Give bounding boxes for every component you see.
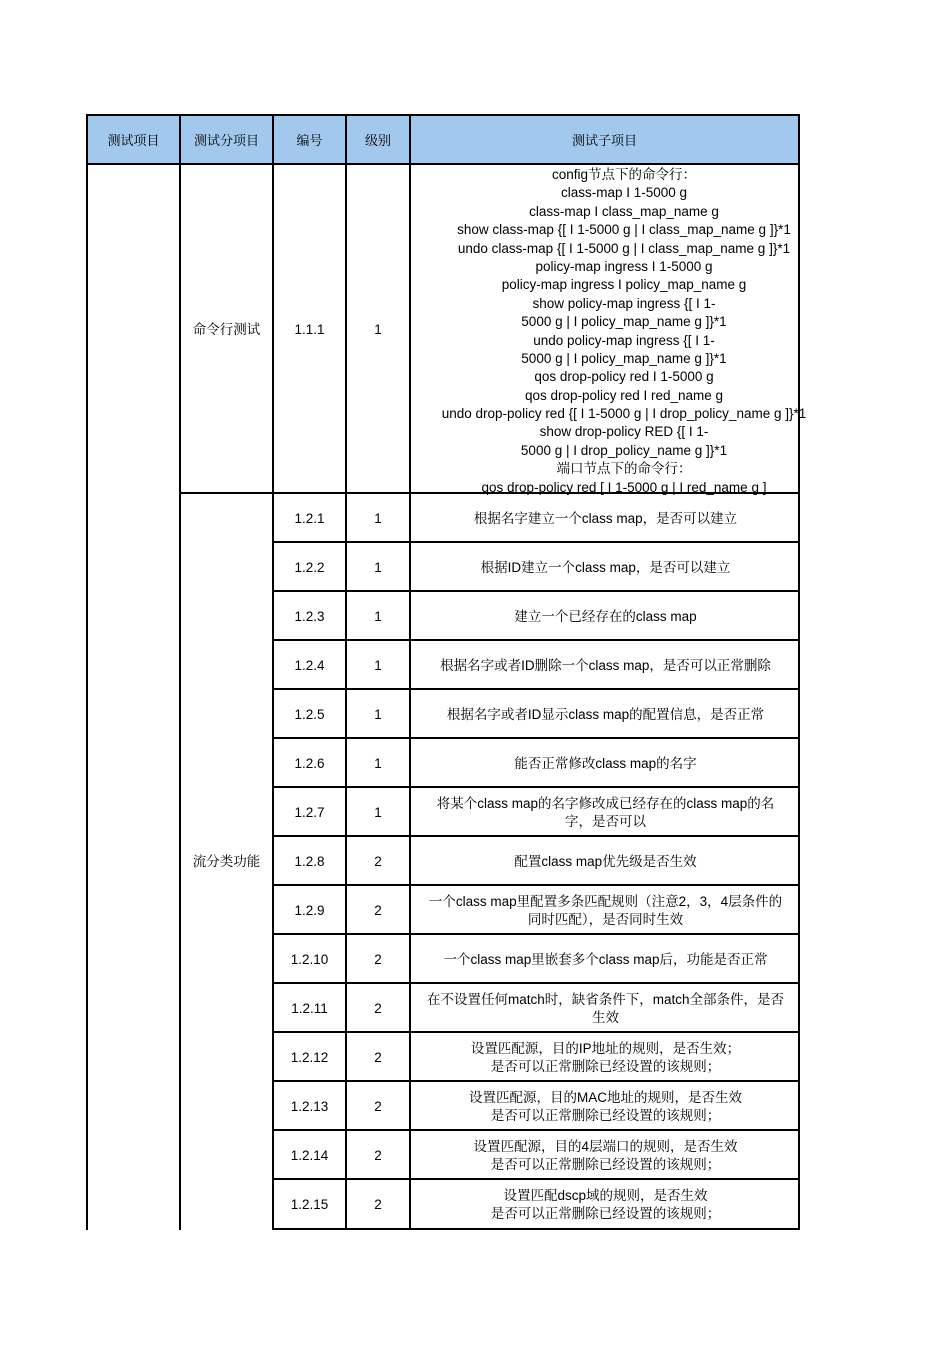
command-list (409, 166, 839, 496)
row-description-line: 根据名字建立一个class map，是否可以建立 (473, 510, 738, 526)
row-id: 1.2.11 (291, 1000, 328, 1016)
row-id: 1.2.5 (294, 706, 325, 722)
header-test-sub-item: 测试子项目 (409, 114, 800, 165)
row-description-line: 是否可以正常删除已经设置的该规则； (490, 1156, 721, 1172)
row-description-line: 设置匹配源，目的MAC地址的规则，是否生效 (469, 1089, 742, 1105)
command-line: show class-map {[ I 1-5000 g | I class_map_name g ]}*1 (457, 222, 791, 238)
row-description (411, 1033, 800, 1082)
command-line: qos drop-policy red I red_name g (524, 387, 724, 403)
row-description (411, 984, 800, 1033)
row-description-line: 字，是否可以 (565, 813, 646, 829)
row-description (411, 494, 800, 543)
header-test-subitem: 测试分项目 (179, 114, 274, 165)
command-line: config节点下的命令行： (551, 167, 697, 182)
row-level: 2 (374, 853, 382, 869)
row-description-line: 一个class map里嵌套多个class map后，功能是否正常 (443, 951, 768, 967)
row-id: 1.2.10 (290, 951, 329, 967)
row-id: 1.2.6 (294, 755, 325, 771)
header-test-item: 测试项目 (86, 114, 181, 165)
command-line: 5000 g | I drop_policy_name g ]}*1 (520, 442, 728, 458)
row-description-line: 配置class map优先级是否生效 (514, 853, 697, 869)
command-line: show drop-policy RED {[ I 1- (539, 424, 709, 440)
row-description (411, 739, 800, 788)
command-line: 5000 g | I policy_map_name g ]}*1 (521, 350, 727, 366)
row-description (411, 543, 800, 592)
subitem-command-line-test: 命令行测试 (192, 321, 261, 337)
subitem-flow-classification-label: 流分类功能 (192, 854, 261, 869)
row-description-line: 建立一个已经存在的class map (514, 608, 697, 624)
row-description (411, 592, 800, 641)
command-line: undo policy-map ingress {[ I 1- (533, 332, 715, 348)
command-line: policy-map ingress I policy_map_name g (501, 277, 747, 293)
row-id: 1.2.3 (294, 608, 325, 624)
row-id: 1.2.4 (294, 657, 325, 673)
row-id: 1.2.13 (290, 1098, 329, 1114)
row-description-line: 将某个class map的名字修改成已经存在的class map的名 (436, 795, 775, 811)
row-description (411, 837, 800, 886)
row-description-line: 设置匹配dscp域的规则，是否生效 (503, 1187, 708, 1203)
row-description (411, 1131, 800, 1180)
row-description-line: 能否正常修改class map的名字 (514, 755, 697, 771)
command-line: 端口节点下的命令行： (556, 461, 692, 477)
command-line: class-map I class_map_name g (529, 203, 719, 219)
row-level: 2 (374, 1000, 382, 1016)
row-description-line: 在不设置任何match时，缺省条件下，match全部条件，是否 (426, 991, 785, 1007)
header-level: 级别 (345, 114, 411, 165)
row-description-line: 根据ID建立一个class map，是否可以建立 (480, 559, 731, 575)
row-level: 1 (374, 804, 382, 820)
row-level: 2 (374, 1098, 382, 1114)
row-description-line: 是否可以正常删除已经设置的该规则； (490, 1107, 721, 1123)
command-line: show policy-map ingress {[ I 1- (532, 295, 716, 311)
row-description-line: 一个class map里配置多条匹配规则（注意2，3，4层条件的 (428, 893, 783, 909)
row-description (411, 1180, 800, 1229)
command-line: 5000 g | I policy_map_name g ]}*1 (521, 314, 727, 330)
command-line: undo class-map {[ I 1-5000 g | I class_map_name g ]}*1 (457, 240, 791, 256)
row-id: 1.2.9 (294, 902, 325, 918)
header-number: 编号 (272, 114, 347, 165)
row-description-line: 是否可以正常删除已经设置的该规则； (490, 1058, 721, 1074)
row-id: 1.2.1 (294, 510, 325, 526)
row-description-line: 生效 (592, 1009, 619, 1025)
row-id: 1.2.14 (290, 1147, 329, 1163)
row-1-1-1-level: 1 (374, 321, 382, 337)
command-line: undo drop-policy red {[ I 1-5000 g | I drop_policy_name g ]}*1 (441, 406, 807, 422)
command-line: policy-map ingress I 1-5000 g (535, 258, 713, 274)
command-line: class-map I 1-5000 g (560, 185, 688, 201)
row-level: 2 (374, 1147, 382, 1163)
command-line: qos drop-policy red [ I 1-5000 g | I red_name g ] (481, 479, 767, 495)
row-description-line: 根据名字或者ID显示class map的配置信息，是否正常 (446, 706, 765, 722)
row-level: 2 (374, 1049, 382, 1065)
row-description-line: 是否可以正常删除已经设置的该规则； (490, 1205, 721, 1221)
row-description (411, 788, 800, 837)
row-level: 1 (374, 657, 382, 673)
row-level: 1 (374, 608, 382, 624)
row-description-line: 根据名字或者ID删除一个class map，是否可以正常删除 (440, 657, 771, 673)
row-description-line: 设置匹配源，目的IP地址的规则，是否生效； (470, 1040, 741, 1056)
command-line: qos drop-policy red I 1-5000 g (534, 369, 714, 385)
row-id: 1.2.12 (290, 1049, 329, 1065)
row-description (411, 690, 800, 739)
row-level: 1 (374, 706, 382, 722)
row-description (411, 935, 800, 984)
row-level: 1 (374, 559, 382, 575)
row-1-1-1-id: 1.1.1 (294, 321, 325, 337)
row-id: 1.2.2 (294, 559, 325, 575)
row-description-line: 同时匹配），是否同时生效 (527, 911, 684, 927)
row-id: 1.2.7 (294, 804, 325, 820)
row-level: 2 (374, 1196, 382, 1212)
row-level: 2 (374, 951, 382, 967)
row-description (411, 1082, 800, 1131)
row-description (411, 886, 800, 935)
row-description-line: 设置匹配源，目的4层端口的规则，是否生效 (473, 1138, 738, 1154)
row-level: 2 (374, 902, 382, 918)
row-id: 1.2.15 (290, 1196, 329, 1212)
subitem-flow-classification (181, 494, 272, 1230)
row-level: 1 (374, 510, 382, 526)
row-description (411, 641, 800, 690)
row-level: 1 (374, 755, 382, 771)
row-id: 1.2.8 (294, 853, 325, 869)
grid-vline (86, 165, 88, 1230)
